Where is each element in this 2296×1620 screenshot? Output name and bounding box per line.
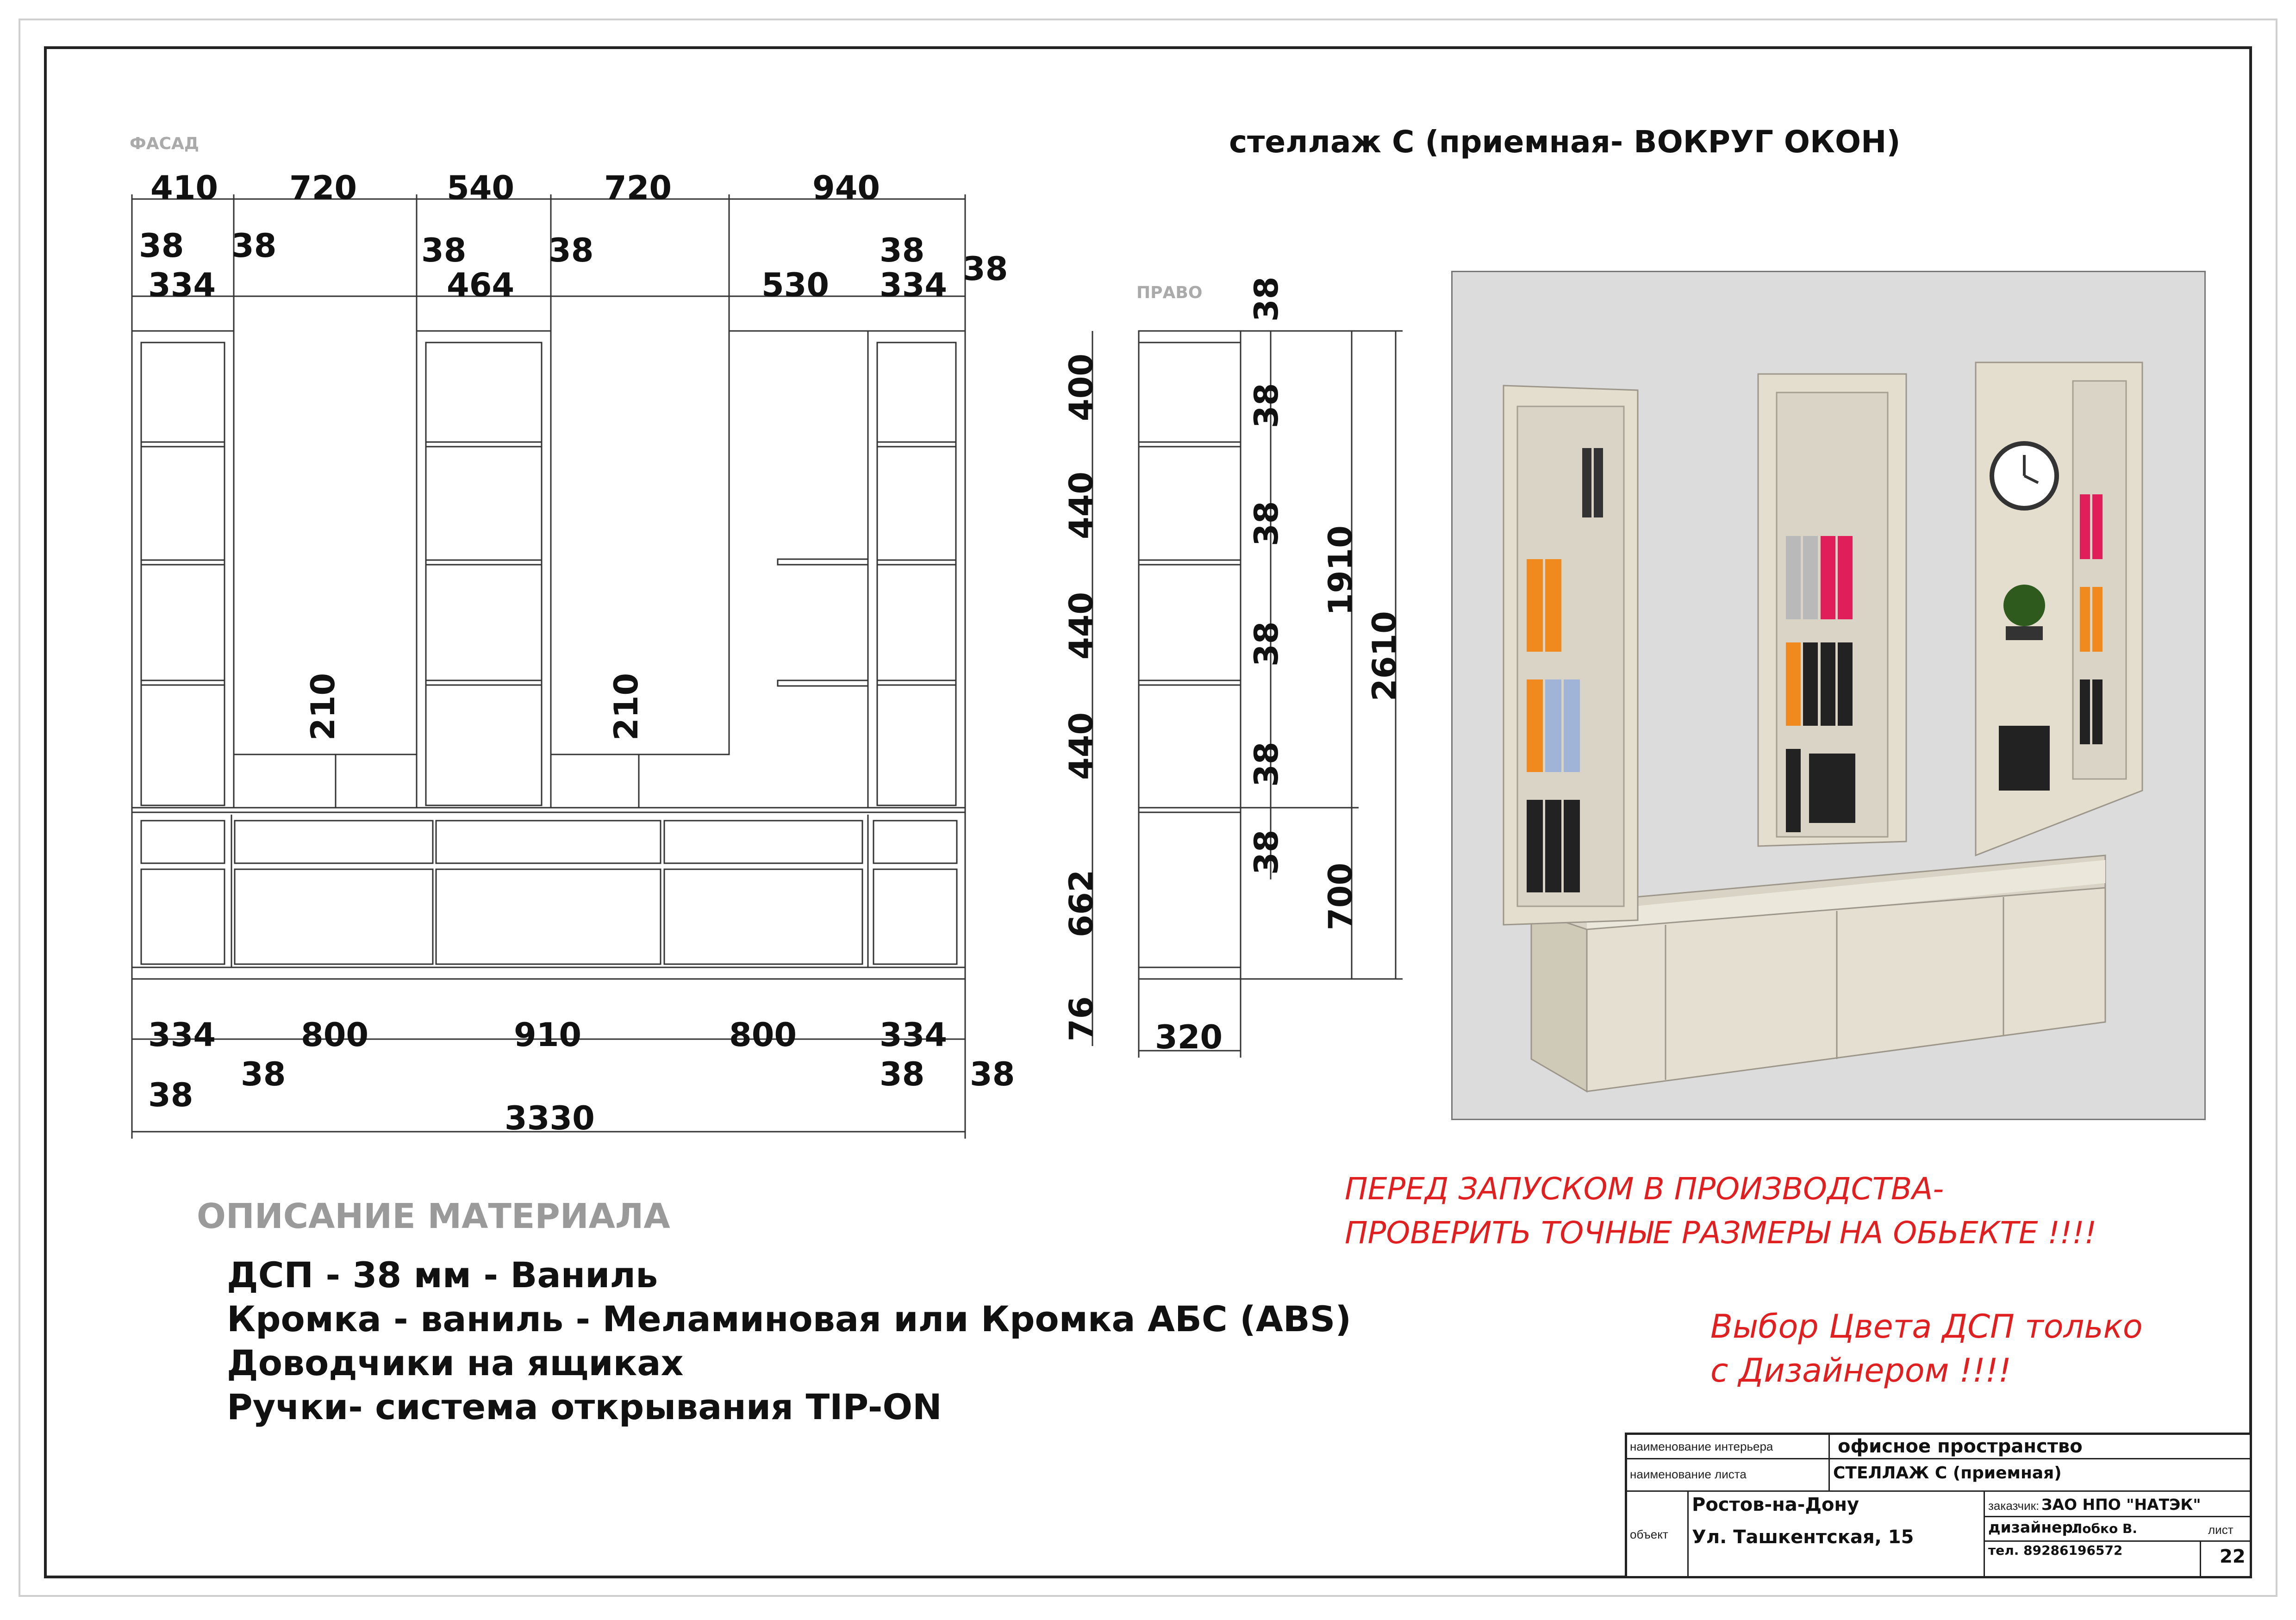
warning-line-1: ПЕРЕД ЗАПУСКОМ В ПРОИЗВОДСТВА- [1345,1171,1944,1207]
dim-top-720a: 720 [289,169,357,207]
side-view-label: ПРАВО [1136,283,1203,302]
side-dim-440a: 440 [1062,471,1100,539]
dim-210-right: 210 [607,673,645,741]
material-line-4: Ручки- система открывания TIP-ON [227,1386,942,1427]
dim-38: 38 [231,227,277,265]
drawing-title: стеллаж С (приемная- ВОКРУГ ОКОН) [1229,124,1901,160]
dim-bottom-38: 38 [880,1055,925,1093]
dim-464: 464 [447,266,515,304]
interior-label: наименование интерьера [1630,1439,1773,1453]
side-dim-662: 662 [1062,869,1100,937]
side-view [1092,331,1403,1058]
side-dim-2610: 2610 [1366,611,1404,701]
dim-334-left: 334 [148,266,216,304]
side-dim-320: 320 [1155,1018,1223,1056]
side-dim-38: 38 [1248,501,1285,546]
tower-middle [417,331,551,808]
dim-bottom-334-right: 334 [880,1016,948,1054]
warning-line-2: ПРОВЕРИТЬ ТОЧНЫЕ РАЗМЕРЫ НА ОБЬЕКТЕ !!!! [1345,1215,2097,1251]
side-dim-400: 400 [1062,353,1100,421]
dim-bottom-800a: 800 [301,1016,369,1054]
material-line-3: Доводчики на ящиках [227,1342,684,1383]
tower-left [132,331,234,808]
designer-name: Лобко В. [2071,1521,2138,1536]
dim-top-540: 540 [447,169,515,207]
shelving-render-illustration [1453,272,2206,1120]
side-dim-38: 38 [1248,741,1285,787]
page-label: лист [2208,1523,2234,1537]
dim-334-right: 334 [880,266,948,304]
object-label: объект [1630,1527,1668,1541]
front-view-label: ФАСАД [130,134,199,153]
dim-530: 530 [761,266,830,304]
dim-bottom-38: 38 [241,1055,286,1093]
object-address: Ул. Ташкентская, 15 [1692,1527,1914,1548]
dim-bottom-800b: 800 [729,1016,797,1054]
dim-38: 38 [421,231,467,269]
customer-value: ЗАО НПО "НАТЭК" [2041,1495,2201,1514]
dim-38: 38 [549,231,594,269]
dim-top-940: 940 [812,169,880,207]
dim-bottom-38: 38 [148,1076,193,1114]
material-heading: ОПИСАНИЕ МАТЕРИАЛА [197,1196,670,1236]
sheet-label: наименование листа [1630,1467,1747,1481]
color-note-line-1: Выбор Цвета ДСП только [1710,1308,2143,1346]
dim-top-410: 410 [150,169,218,207]
side-dim-38: 38 [1248,621,1285,667]
designer-phone: тел. 89286196572 [1988,1543,2123,1558]
side-dim-700: 700 [1322,862,1360,930]
side-profile [1139,331,1241,979]
side-dim-38: 38 [1248,383,1285,428]
dim-38: 38 [880,231,925,269]
object-city: Ростов-на-Дону [1692,1494,1859,1515]
side-dim-76: 76 [1062,996,1100,1041]
dim-top-720b: 720 [604,169,672,207]
dim-210-left: 210 [304,673,342,741]
sheet-value: СТЕЛЛАЖ С (приемная) [1833,1464,2062,1483]
page-number: 22 [2220,1546,2246,1567]
designer-label: дизайнер: [1988,1518,2079,1536]
side-dim-1910: 1910 [1322,525,1360,616]
interior-value: офисное пространство [1838,1436,2083,1457]
color-note-line-2: с Дизайнером !!!! [1710,1352,2011,1389]
dim-bottom-334-left: 334 [148,1016,216,1054]
side-dim-38: 38 [1248,829,1285,875]
dim-38: 38 [963,250,1008,288]
tower-right [868,331,965,808]
front-lower-cabinet [132,808,965,979]
side-dim-440c: 440 [1062,712,1100,780]
customer-label: заказчик: [1988,1499,2040,1513]
front-view [132,194,965,1139]
dim-bottom-910: 910 [514,1016,582,1054]
shelving-render [1451,271,2206,1120]
side-dim-440b: 440 [1062,592,1100,660]
dim-38: 38 [139,227,184,265]
dim-bottom-38: 38 [970,1055,1015,1093]
title-block [1625,1433,2252,1578]
dim-total-width: 3330 [505,1099,595,1137]
material-line-1: ДСП - 38 мм - Ваниль [227,1254,658,1296]
material-line-2: Кромка - ваниль - Меламиновая или Кромка АБС (ABS) [227,1298,1352,1340]
side-dim-38: 38 [1248,276,1285,322]
